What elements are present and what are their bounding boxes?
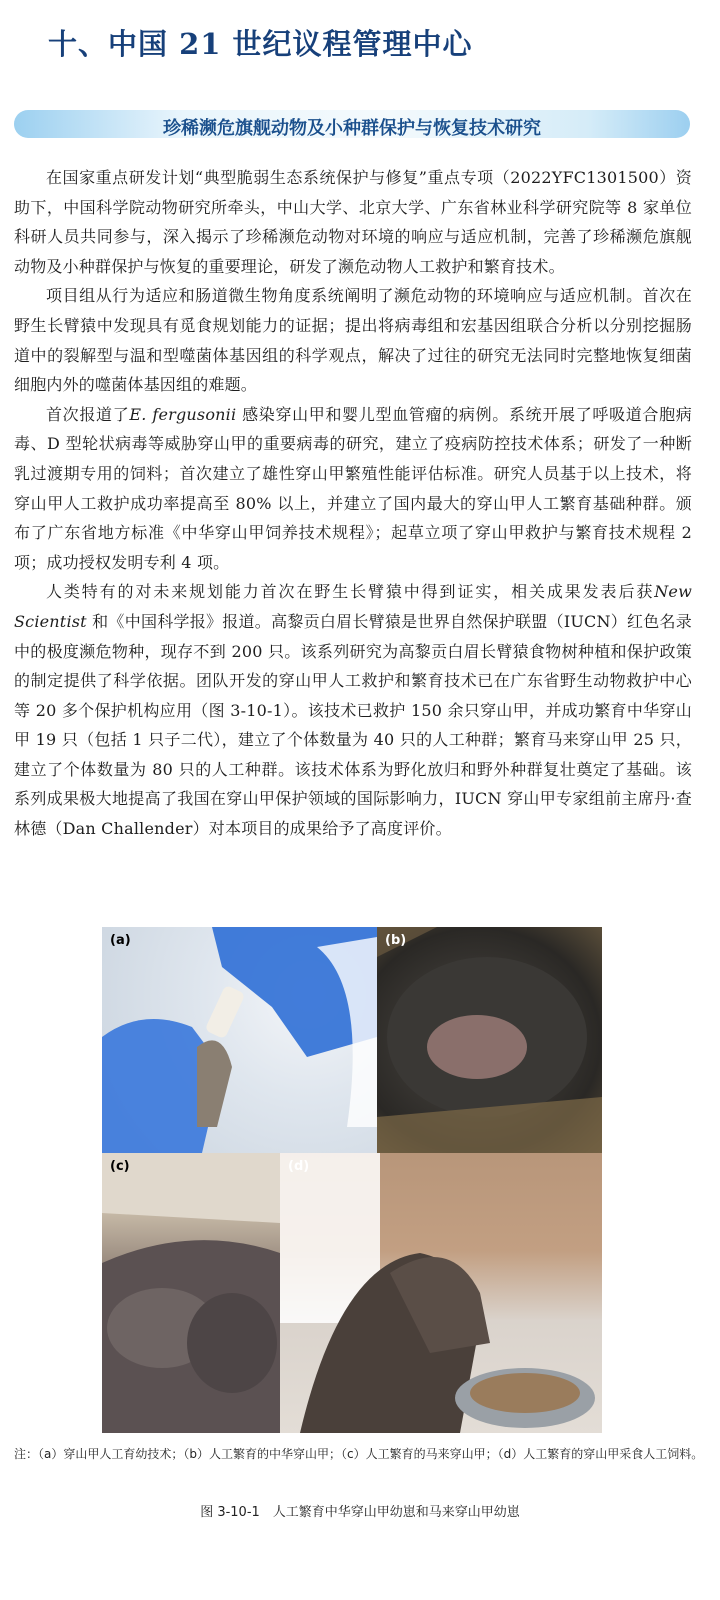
photo-b-illustration <box>377 927 602 1153</box>
chapter-title: 十、中国 21 世纪议程管理中心 <box>48 27 473 61</box>
species-name: E. fergusonii <box>129 404 237 424</box>
figure-caption: 图 3-10-1 人工繁育中华穿山甲幼崽和马来穿山甲幼崽 <box>200 1505 520 1520</box>
photo-d-label: (d) <box>288 1159 310 1174</box>
photo-a-illustration <box>102 927 377 1153</box>
photo-b-label: (b) <box>385 933 407 948</box>
figure-pangolin-photos <box>102 927 602 1433</box>
paragraph-4-rest: 和《中国科学报》报道。高黎贡白眉长臂猿是世界自然保护联盟（IUCN）红色名录中的极度濒危物种，现存不到 200 只。该系列研究为高黎贡白眉长臂猿食物树种植和保护政策的制定提供了科学依据。团队开发的穿山甲人工救护和繁育技术已在广东省野生动物救护中心等 20 多个保护机构应用（图 3-10-1）。该技术已救护 150 余只穿山甲，并成功繁育中华穿山甲 19 只（包括 1 只子二代），建立了个体数量为 40 只的人工种群；繁育马来穿山甲 25 只，建立了个体数量为 80 只的人工种群。该技术体系为野化放归和野外种群复壮奠定了基础。该系列成果极大地提高了我国在穿山甲保护领域的国际影响力，IUCN 穿山甲专家组前主席丹·查林德（Dan Challender）对本项目的成果给予了高度评价。 <box>14 611 692 839</box>
paragraph-3 <box>14 400 692 578</box>
photo-d-illustration <box>280 1153 602 1433</box>
photo-b-chinese-pangolin <box>377 927 602 1153</box>
figure-note: 注：（a）穿山甲人工育幼技术；（b）人工繁育的中华穿山甲；（c）人工繁育的马来穿山甲；（d）人工繁育的穿山甲采食人工饲料。 <box>14 1447 704 1461</box>
paragraph-4 <box>14 577 692 843</box>
photo-c-malayan-pangolin <box>102 1153 280 1433</box>
photo-c-label: (c) <box>110 1159 130 1174</box>
paragraph-3-lead: 首次报道了 <box>46 404 130 424</box>
paragraph-3-rest: 感染穿山甲和婴儿型血管瘤的病例。系统开展了呼吸道合胞病毒、D 型轮状病毒等威胁穿山甲的重要病毒的研究，建立了疫病防控技术体系；研发了一种断乳过渡期专用的饲料；首次建立了雄性穿山甲繁殖性能评估标准。研究人员基于以上技术，将穿山甲人工救护成功率提高至 80% 以上，并建立了国内最大的穿山甲人工繁育基础种群。颁布了广东省地方标准《中华穿山甲饲养技术规程》；起草立项了穿山甲救护与繁育技术规程 2 项；成功授权发明专利 4 项。 <box>14 404 692 572</box>
paragraph-2: 项目组从行为适应和肠道微生物角度系统阐明了濒危动物的环境响应与适应机制。首次在野生长臂猿中发现具有觅食规划能力的证据；提出将病毒组和宏基因组联合分析以分别挖掘肠道中的裂解型与温和型噬菌体基因组的科学观点，解决了过往的研究无法同时完整地恢复细菌细胞内外的噬菌体基因组的难题。 <box>14 286 692 395</box>
section-banner <box>14 110 690 138</box>
photo-a-label: (a) <box>110 933 131 948</box>
journal-name: New Scientist <box>14 582 692 631</box>
photo-c-illustration <box>102 1153 280 1433</box>
paragraph-1: 在国家重点研发计划“典型脆弱生态系统保护与修复”重点专项（2022YFC1301500）资助下，中国科学院动物研究所牵头，中山大学、北京大学、广东省林业科学研究院等 8 家单位科研人员共同参与，深入揭示了珍稀濒危动物对环境的响应与适应机制，完善了珍稀濒危旗舰动物及小种群保护与恢复的重要理论，研发了濒危动物人工救护和繁育技术。 <box>14 168 692 276</box>
body-text <box>14 163 692 844</box>
paragraph-4-lead: 人类特有的对未来规划能力首次在野生长臂猿中得到证实，相关成果发表后获 <box>46 582 655 602</box>
photo-a-hand-feeding <box>102 927 377 1153</box>
photo-d-pangolin-feeding <box>280 1153 602 1433</box>
section-title: 珍稀濒危旗舰动物及小种群保护与恢复技术研究 <box>163 118 541 139</box>
